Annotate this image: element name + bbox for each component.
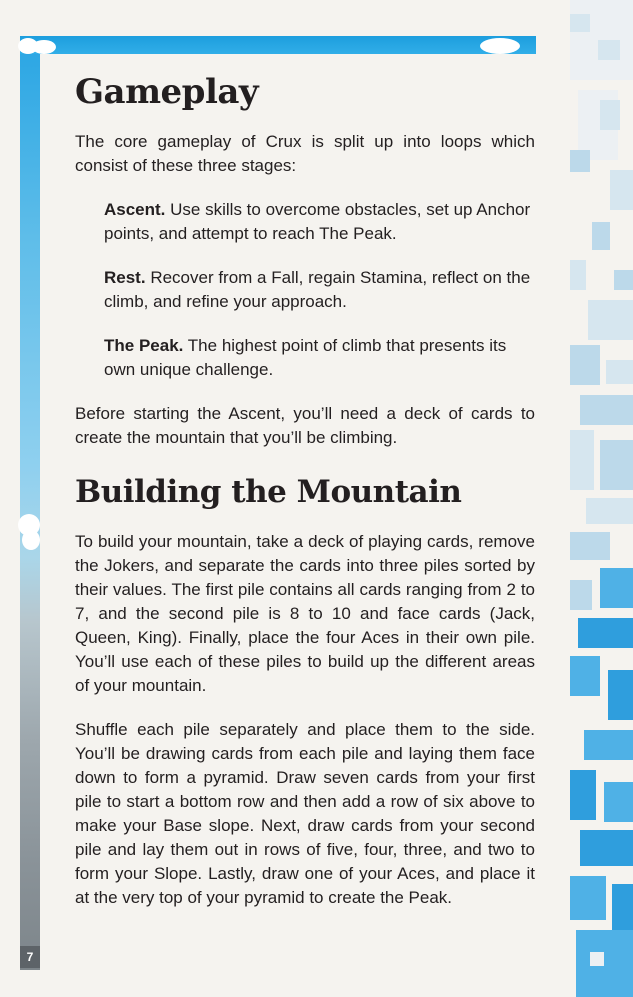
cloud-top-right — [480, 38, 520, 54]
mountain-side-strip — [20, 54, 40, 970]
stage-peak — [104, 334, 535, 382]
page-number: 7 — [20, 946, 40, 968]
stage-name: The Peak. — [104, 336, 184, 355]
pixel-decoration — [570, 0, 633, 997]
stage-ascent — [104, 198, 535, 246]
stage-rest — [104, 266, 535, 314]
stage-text: The highest point of climb that presents its own unique challenge. — [104, 336, 507, 379]
building-paragraph: To build your mountain, take a deck of playing cards, remove the Jokers, and separate the cards into three piles sorted by their values. The first pile contains all cards ranging from 2 to 7, and the second pile is 8 to 10 and face cards (Jack, Queen, King). Finally, place the four Aces in their own pile. You’ll use each of these piles to build up the different areas of your mountain. — [75, 532, 535, 695]
page-content — [75, 60, 535, 930]
building-paragraph: Shuffle each pile separately and place them to the side. You’ll be drawing cards from each pile and laying them face down to form a pyramid. Draw seven cards from your first pile to start a bottom row and then add a row of six above to make your Base slope. Next, draw cards from your second pile and lay them out in rows of five, four, three, and two to form your Slope. Lastly, draw one of your Aces, and place it at the very top of your pyramid to create the Peak. — [75, 720, 535, 907]
section-title-building: Building the Mountain — [75, 474, 462, 510]
gameplay-intro: The core gameplay of Crux is split up into loops which consist of these three stages: — [75, 132, 535, 175]
sky-banner — [20, 36, 536, 54]
stage-name: Rest. — [104, 268, 146, 287]
stage-text: Recover from a Fall, regain Stamina, reflect on the climb, and refine your approach. — [104, 268, 531, 311]
gameplay-outro: Before starting the Ascent, you’ll need a deck of cards to create the mountain that you’ll be climbing. — [75, 404, 535, 447]
section-title-gameplay: Gameplay — [75, 72, 259, 112]
stage-name: Ascent. — [104, 200, 166, 219]
cloud-left-strip-2 — [22, 530, 40, 550]
cloud-top-left-2 — [32, 40, 56, 54]
stage-text: Use skills to overcome obstacles, set up Anchor points, and attempt to reach The Peak. — [104, 200, 531, 243]
